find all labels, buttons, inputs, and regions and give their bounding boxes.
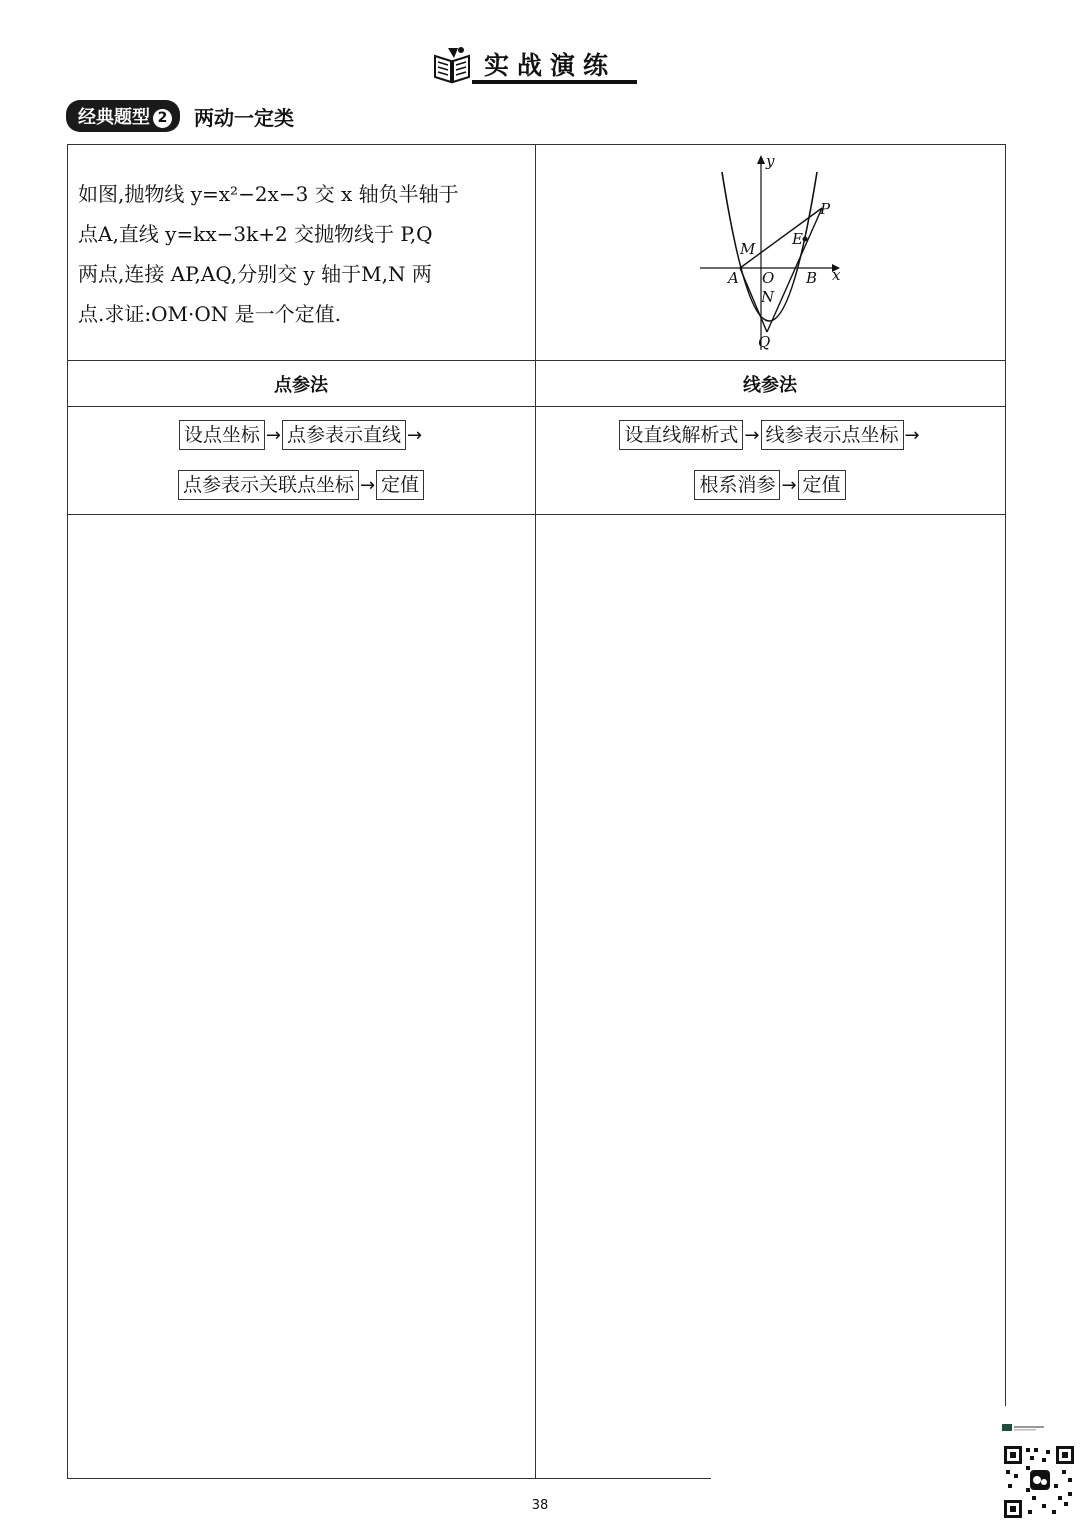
left-method-title: 点参法 [274,375,328,396]
label-B: B [806,269,818,287]
table-center-divider [535,144,536,1479]
label-Q: Q [758,333,771,351]
section-heading [66,100,294,130]
problem-line: 点A,直线 y=kx−3k+2 交抛物线于 P,Q [78,222,433,246]
point-E-dot [803,237,808,242]
badge-text: 经典题型 [78,107,150,128]
flow-step: 点参表示直线 [282,420,406,450]
label-A: A [728,269,739,287]
table-left-border [67,144,68,1479]
left-flow-line-2 [68,470,534,500]
arrow-right-icon: → [265,424,281,446]
right-method-title: 线参法 [743,375,797,396]
problem-line: 两点,连接 AP,AQ,分别交 y 轴于M,N 两 [78,262,432,286]
parabola-figure [692,150,852,355]
arrow-right-icon: → [407,424,423,446]
table-row-divider-1 [67,360,1006,361]
qr-code-icon [1002,1424,1076,1520]
flow-step: 根系消参 [694,470,780,500]
arrow-right-icon: → [904,424,920,446]
table-right-border [1005,144,1006,1406]
left-flow-line-1 [68,420,534,450]
table-top-border [67,144,1006,145]
line-AP [740,208,822,268]
table-row-divider-3 [67,514,1006,515]
section-badge [66,100,180,132]
label-P: P [820,200,831,218]
problem-line: 点.求证:OM·ON 是一个定值. [78,302,341,326]
label-x: x [832,266,841,284]
section-title: 两动一定类 [194,105,294,130]
arrow-right-icon: → [781,474,797,496]
flow-step: 定值 [798,470,846,500]
banner-title: 实战演练 [484,51,617,80]
label-O: O [762,269,775,287]
right-flow-line-2 [537,470,1003,500]
y-axis-arrow-icon [757,155,765,164]
banner-rule [472,80,637,84]
arrow-right-icon: → [744,424,760,446]
label-E: E [792,230,803,248]
header-banner [432,42,637,88]
flow-step: 定值 [376,470,424,500]
flow-step: 点参表示关联点坐标 [178,470,359,500]
page-number: 38 [531,1498,549,1513]
book-icon [432,44,472,84]
label-y: y [766,152,775,170]
arrow-right-icon: → [359,474,376,496]
right-flow-line-1 [537,420,1003,450]
flow-step: 设点坐标 [179,420,265,450]
label-N: N [761,288,775,306]
badge-number: 2 [153,109,172,128]
problem-line: 如图,抛物线 y=x²−2x−3 交 x 轴负半轴于 [78,182,459,206]
flow-step: 线参表示点坐标 [761,420,904,450]
label-M: M [740,240,756,258]
flow-step: 设直线解析式 [619,420,743,450]
problem-statement [78,174,526,334]
table-bottom-border [67,1478,711,1479]
table-row-divider-2 [67,406,1006,407]
